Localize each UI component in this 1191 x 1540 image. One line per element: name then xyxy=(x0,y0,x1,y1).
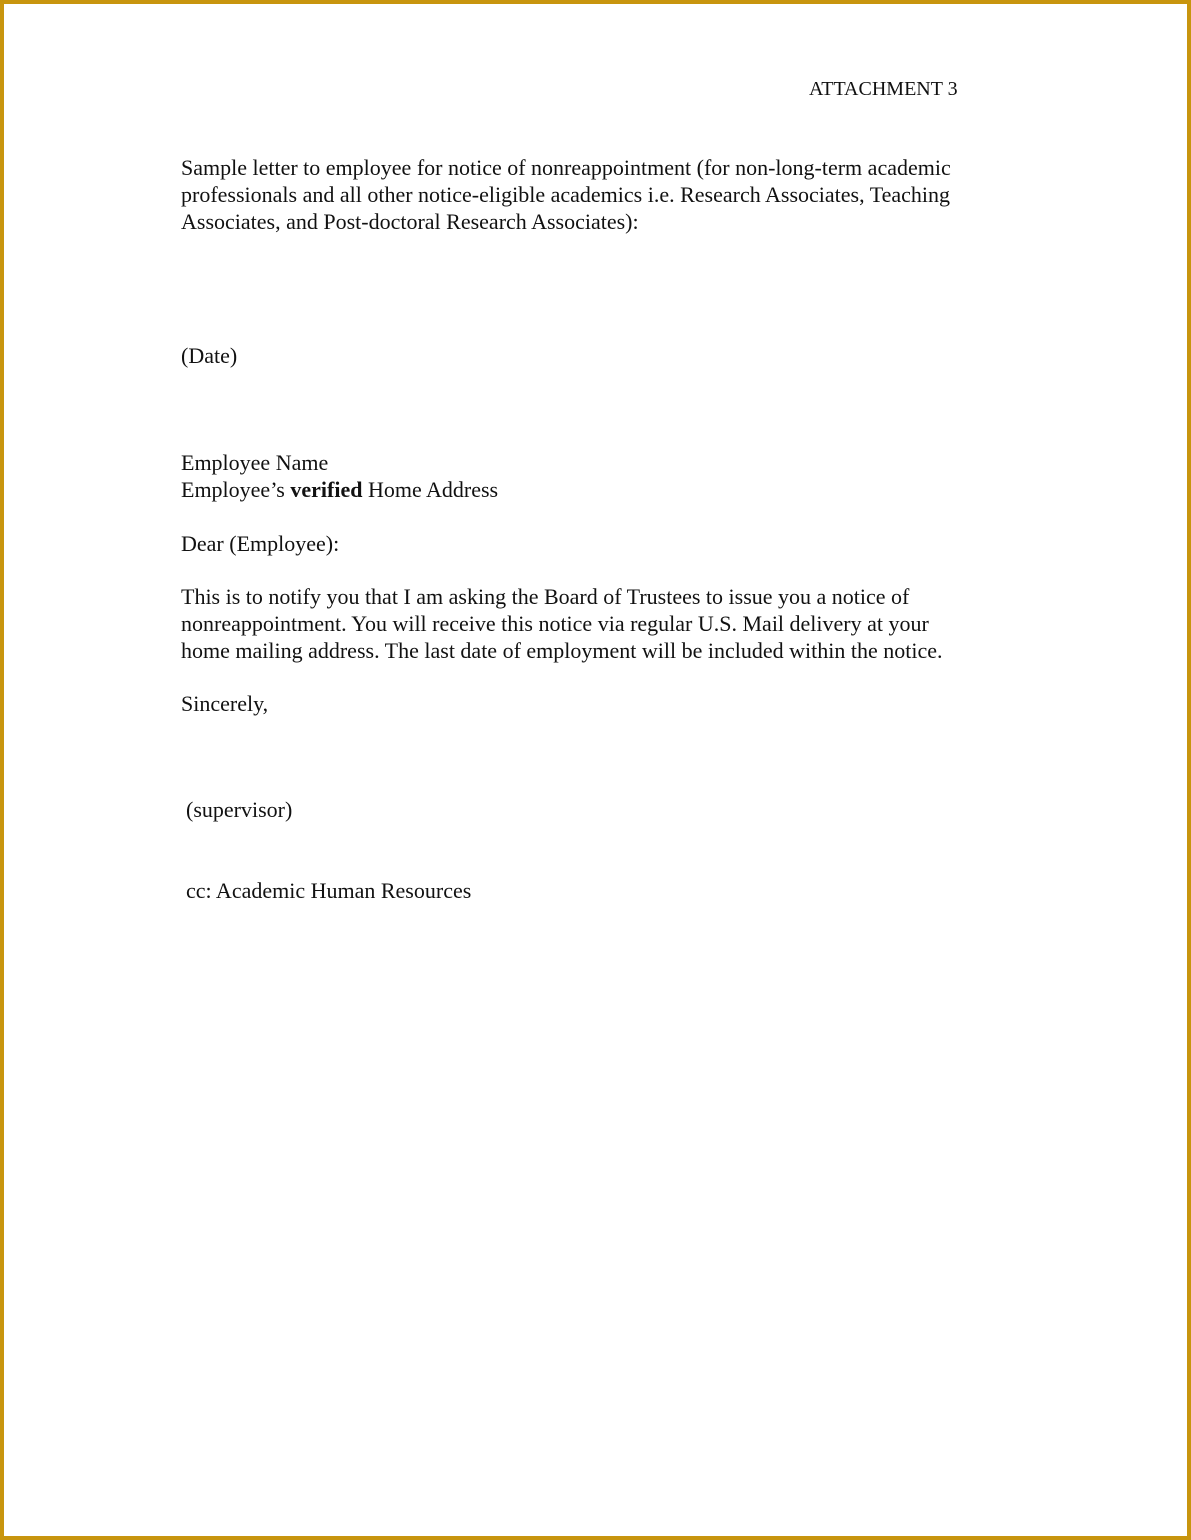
address-emphasis: verified xyxy=(290,477,363,502)
body-line: This is to notify you that I am asking the Board of Trustees to issue you a notice of xyxy=(181,584,910,609)
cc-line: cc: Academic Human Resources xyxy=(186,878,472,903)
intro-line: Sample letter to employee for notice of nonreappointment (for non-long-term academic xyxy=(181,155,951,180)
intro-line: professionals and all other notice-eligible academics i.e. Research Associates, Teaching xyxy=(181,182,951,207)
body-line: nonreappointment. You will receive this notice via regular U.S. Mail delivery at your xyxy=(181,611,929,636)
employee-address xyxy=(181,476,498,503)
salutation: Dear (Employee): xyxy=(181,531,340,556)
closing: Sincerely, xyxy=(181,691,269,716)
signature-placeholder: (supervisor) xyxy=(186,797,293,822)
intro-line: Associates, and Post-doctoral Research Associates): xyxy=(181,209,639,234)
employee-name: Employee Name xyxy=(181,450,329,475)
body-line: home mailing address. The last date of employment will be included within the notice. xyxy=(181,638,943,663)
attachment-label: ATTACHMENT 3 xyxy=(809,78,958,100)
address-prefix: Employee’s xyxy=(181,477,291,502)
intro-paragraph xyxy=(181,154,1011,235)
address-suffix: Home Address xyxy=(362,477,499,502)
body-paragraph xyxy=(181,583,1011,664)
date-placeholder: (Date) xyxy=(181,343,238,368)
